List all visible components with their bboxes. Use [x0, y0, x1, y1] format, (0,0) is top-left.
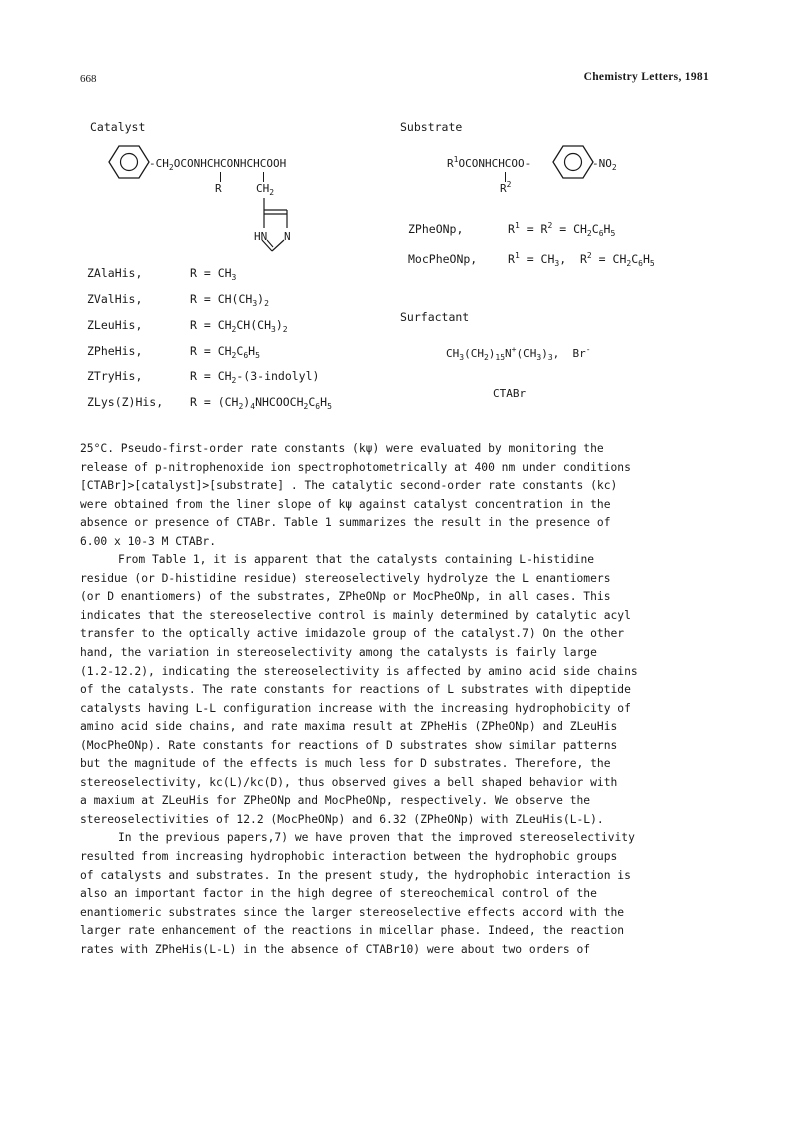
- imidazole-ring: [248, 196, 296, 258]
- text-line: catalysts having L-L configuration increase with the increasing hydrophobicity of: [80, 701, 631, 715]
- text-line: but the magnitude of the effects is much less for D substrates. Therefore, the: [80, 757, 611, 771]
- substrate-r-zpheonp: $R^1 = R^2 = CH_2C_6H_5$: [508, 221, 616, 238]
- text-line: stereoselectivities of 12.2 (MocPheONp) and 6.32 (ZPheONp) with ZLeuHis(L-L).: [80, 812, 604, 826]
- text-line: larger rate enhancement of the reactions in micellar phase. Indeed, the reaction: [80, 924, 625, 938]
- substrate-r-mocpheonp: $R^1 = CH_3$, $R^2 = CH_2C_6H_5$: [508, 251, 655, 268]
- catalyst-name-zvalhis: ZValHis,: [87, 292, 143, 306]
- text-line: 6.00 x 10-3 M CTABr.: [80, 534, 217, 548]
- catalyst-name-zlyshis: ZLys(Z)His,: [87, 395, 164, 409]
- bond-ch2: [263, 172, 264, 182]
- catalyst-r-zalahis: $R = CH_3$: [190, 266, 237, 282]
- text-line: In the previous papers,7) we have proven that the improved stereoselectivity: [118, 831, 635, 845]
- paragraph-1: [80, 440, 720, 551]
- substrate-formula-left: $R^1OCONHCHCOO-$: [447, 155, 532, 170]
- text-line: amino acid side chains, and rate maxima result at ZPheHis (ZPheONp) and ZLeuHis: [80, 720, 618, 734]
- text-line: (1.2-12.2), indicating the stereoselectivity is affected by amino acid side chains: [80, 664, 638, 678]
- imidazole-n: N: [284, 230, 291, 243]
- text-line: stereoselectivity, kc(L)/kc(D), thus observed gives a bell shaped behavior with: [80, 775, 618, 789]
- text-line: 25°C. Pseudo-first-order rate constants (kψ) were evaluated by monitoring the: [80, 442, 604, 455]
- text-line: From Table 1, it is apparent that the catalysts containing L-histidine: [118, 553, 595, 567]
- catalyst-r-ztryhis: $R = CH_2-(3-indolyl)$: [190, 369, 320, 385]
- text-line: residue (or D-histidine residue) stereoselectively hydrolyze the L enantiomers: [80, 571, 611, 585]
- text-line: [CTABr]>[catalyst]>[substrate] . The catalytic second-order rate constants (kc): [80, 479, 618, 493]
- catalyst-r-label: R: [215, 182, 222, 195]
- surfactant-formula: $CH_3(CH_2)_{15}N^+(CH_3)_3$, Br-: [446, 345, 591, 362]
- journal-header: Chemistry Letters, 1981: [583, 71, 709, 83]
- text-line: hand, the variation in stereoselectivity among the catalysts is fairly large: [80, 646, 597, 660]
- text-line: absence or presence of CTABr. Table 1 summarizes the result in the presence of: [80, 516, 611, 530]
- body-text: [80, 440, 720, 959]
- catalyst-r-zleuhis: $R = CH_2CH(CH_3)_2$: [190, 318, 288, 334]
- imidazole-hn: HN: [254, 230, 268, 243]
- paragraph-3: [80, 829, 720, 959]
- text-line: rates with ZPheHis(L-L) in the absence of CTABr10) were about two orders of: [80, 942, 591, 956]
- benzene-ring-catalyst: [105, 142, 155, 182]
- text-line: transfer to the optically active imidazole group of the catalyst.7) On the other: [80, 627, 625, 641]
- catalyst-r-zphehis: $R = CH_2C_6H_5$: [190, 344, 260, 360]
- bond-r: [220, 172, 221, 182]
- surfactant-heading: Surfactant: [400, 310, 470, 324]
- text-line: resulted from increasing hydrophobic interaction between the hydrophobic groups: [80, 850, 618, 864]
- catalyst-name-ztryhis: ZTryHis,: [87, 369, 143, 383]
- text-line: (or D enantiomers) of the substrates, ZPheONp or MocPheONp, in all cases. This: [80, 590, 611, 604]
- substrate-formula-right: $-NO_2$: [592, 157, 617, 172]
- text-line: were obtained from the liner slope of kψ against catalyst concentration in the: [80, 497, 611, 511]
- page-number: 668: [80, 73, 97, 85]
- text-line: of catalysts and substrates. In the present study, the hydrophobic interaction is: [80, 868, 631, 882]
- text-line: enantiomeric substrates since the larger stereoselective effects accord with the: [80, 905, 625, 919]
- catalyst-ch2-label: $CH_2$: [256, 182, 275, 197]
- text-line: (MocPheONp). Rate constants for reactions of D substrates show similar patterns: [80, 738, 618, 752]
- substrate-name-zpheonp: ZPheONp,: [408, 222, 464, 236]
- bond-r2: [505, 172, 506, 182]
- text-line: a maxium at ZLeuHis for ZPheONp and MocPheONp, respectively. We observe the: [80, 794, 591, 808]
- substrate-name-mocpheonp: MocPheONp,: [408, 252, 478, 266]
- catalyst-formula: $-CH_2OCONHCHCONHCHCOOH$: [149, 157, 287, 172]
- paragraph-2: [80, 551, 720, 829]
- substrate-r2-label: $R^2$: [500, 180, 512, 195]
- substrate-heading: Substrate: [400, 120, 463, 134]
- text-line: also an important factor in the high degree of stereochemical control of the: [80, 887, 597, 901]
- catalyst-r-zlyshis: $R = (CH_2)_4NHCOOCH_2C_6H_5$: [190, 395, 332, 411]
- text-line: indicates that the stereoselective control is mainly determined by catalytic acyl: [80, 608, 631, 622]
- catalyst-name-zphehis: ZPheHis,: [87, 344, 143, 358]
- catalyst-r-zvalhis: $R = CH(CH_3)_2$: [190, 292, 269, 308]
- catalyst-heading: Catalyst: [90, 120, 146, 134]
- text-line: of the catalysts. The rate constants for reactions of L substrates with dipeptide: [80, 683, 631, 697]
- catalyst-name-zalahis: ZAlaHis,: [87, 266, 143, 280]
- text-line: release of p-nitrophenoxide ion spectrophotometrically at 400 nm under conditions: [80, 460, 631, 474]
- catalyst-name-zleuhis: ZLeuHis,: [87, 318, 143, 332]
- surfactant-name: CTABr: [493, 387, 527, 400]
